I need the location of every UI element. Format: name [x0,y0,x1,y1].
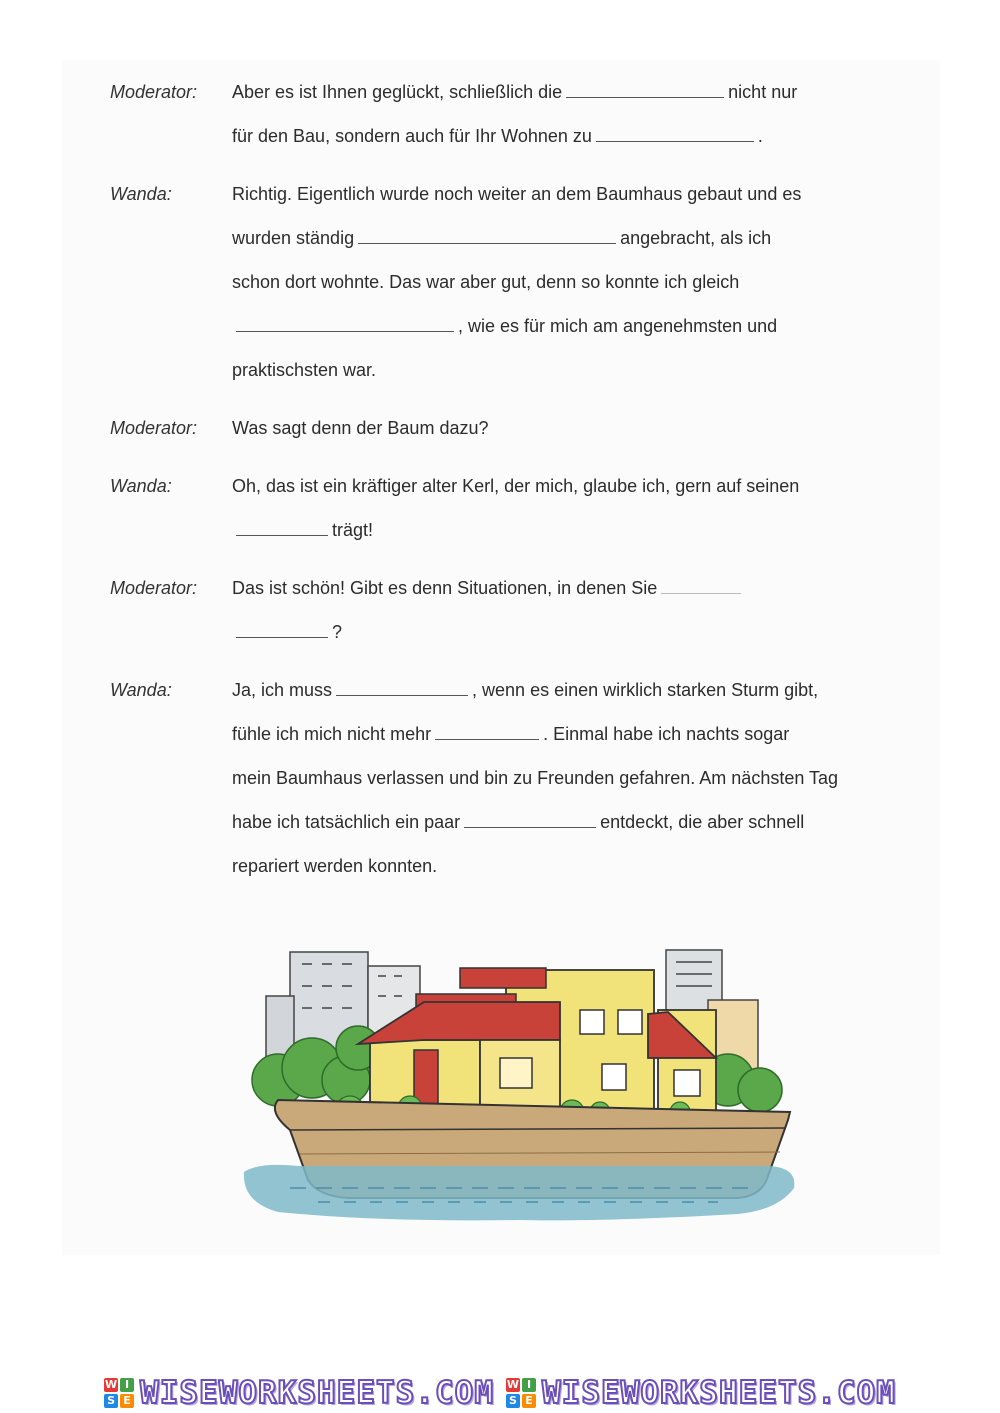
fill-in-blank[interactable] [236,515,328,536]
text-segment: Oh, das ist ein kräftiger alter Kerl, der mich, glaube ich, gern auf seinen [232,476,800,496]
dialogue-turn [110,70,910,158]
logo-letter: W [104,1378,118,1391]
text-segment: praktischsten war. [232,360,377,380]
fill-in-blank[interactable] [464,807,596,828]
text-line [232,668,910,712]
text-line [232,566,910,610]
logo-letter: I [522,1378,536,1392]
text-segment: angebracht, als ich [620,228,772,248]
text-line [232,70,910,114]
fill-in-blank[interactable] [566,77,724,98]
text-line [232,304,910,348]
brand-watermark [506,1375,896,1411]
fill-in-blank[interactable] [661,573,741,594]
speaker-label: Moderator: [110,418,198,438]
text-line [232,712,910,756]
text-line [232,260,910,304]
text-segment: nicht nur [728,82,798,102]
text-line [232,508,910,552]
speaker-label: Moderator: [110,578,198,598]
dialogue-turn [110,172,910,392]
fill-in-blank[interactable] [336,675,468,696]
text-segment: entdeckt, die aber schnell [600,812,805,832]
speech-text [232,406,910,450]
text-segment: , wie es für mich am angenehmsten und [458,316,778,336]
text-segment: Was sagt denn der Baum dazu? [232,418,489,438]
logo-icon [104,1378,134,1408]
text-line [232,114,910,158]
text-line [232,216,910,260]
water [244,1165,794,1221]
text-line [232,406,910,450]
speaker-label: Wanda: [110,184,172,204]
speaker-label: Wanda: [110,476,172,496]
dialogue-turn [110,464,910,552]
logo-letter: E [120,1394,134,1408]
text-segment: . [757,126,763,146]
text-segment: . Einmal habe ich nachts sogar [543,724,790,744]
watermark-footer [0,1372,1000,1413]
logo-icon [506,1378,536,1408]
text-line [232,756,910,800]
speech-text [232,668,910,888]
speaker-label: Wanda: [110,680,172,700]
logo-letter: W [506,1378,520,1391]
fill-in-blank[interactable] [236,617,328,638]
brand-text: WISEWORKSHEETS.COM [140,1374,494,1411]
houseboat-illustration [238,940,798,1230]
speech-text [232,464,910,552]
dialogue-turn [110,668,910,888]
logo-letter: S [506,1394,520,1408]
logo-letter: S [104,1394,118,1408]
text-segment: schon dort wohnte. Das war aber gut, denn so konnte ich gleich [232,272,740,292]
brand-watermark [104,1375,494,1411]
text-segment: mein Baumhaus verlassen und bin zu Freunden gefahren. Am nächsten Tag [232,768,839,788]
dialogue [110,70,910,902]
text-segment: habe ich tatsächlich ein paar [232,812,461,832]
text-line [232,610,910,654]
text-line [232,800,910,844]
text-segment: repariert werden konnten. [232,856,438,876]
fill-in-blank[interactable] [435,719,539,740]
text-segment: , wenn es einen wirklich starken Sturm gibt, [472,680,819,700]
fill-in-blank[interactable] [236,311,454,332]
dialogue-turn [110,406,910,450]
text-line [232,844,910,888]
speaker-label: Moderator: [110,82,198,102]
text-segment: Aber es ist Ihnen geglückt, schließlich die [232,82,563,102]
dialogue-turn [110,566,910,654]
text-segment: ? [332,622,343,642]
speech-text [232,566,910,654]
text-segment: für den Bau, sondern auch für Ihr Wohnen zu [232,126,592,146]
logo-letter: E [522,1394,536,1408]
speech-text [232,70,910,158]
text-segment: wurden ständig [232,228,355,248]
brand-text: WISEWORKSHEETS.COM [542,1374,896,1411]
text-line [232,348,910,392]
logo-letter: I [120,1378,134,1392]
text-segment: trägt! [332,520,374,540]
text-segment: Ja, ich muss [232,680,333,700]
text-line [232,172,910,216]
text-segment: Richtig. Eigentlich wurde noch weiter an dem Baumhaus gebaut und es [232,184,802,204]
text-segment: Das ist schön! Gibt es denn Situationen, in denen Sie [232,578,658,598]
text-segment: fühle ich mich nicht mehr [232,724,432,744]
fill-in-blank[interactable] [358,223,616,244]
fill-in-blank[interactable] [596,121,754,142]
speech-text [232,172,910,392]
text-line [232,464,910,508]
